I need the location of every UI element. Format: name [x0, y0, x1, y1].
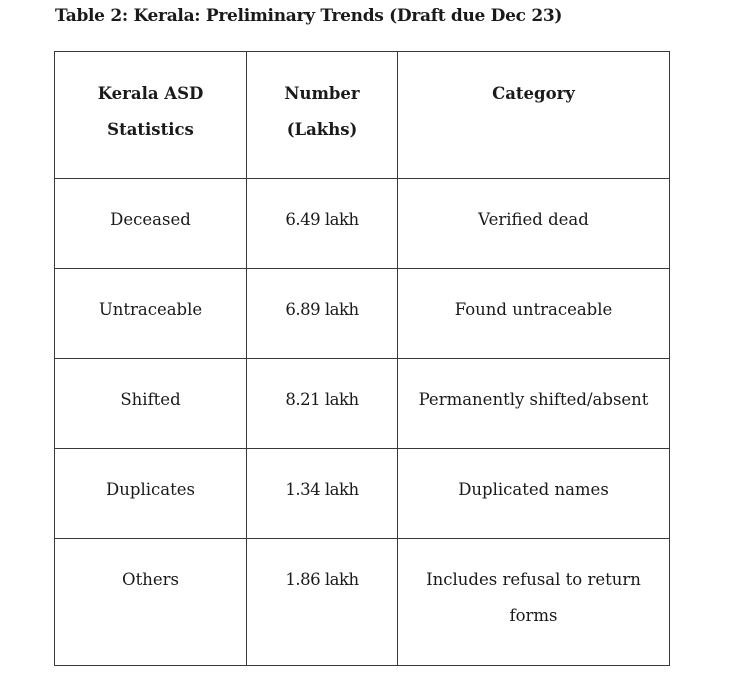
table-caption: Table 2: Kerala: Preliminary Trends (Draft due Dec 23): [55, 6, 563, 26]
table-row: [55, 179, 670, 269]
table-row: [55, 269, 670, 359]
column-header-category: Category: [398, 52, 670, 179]
stat-cell: Shifted: [55, 359, 247, 449]
number-cell: 6.89 lakh: [247, 269, 398, 359]
column-header-statistics: Kerala ASD Statistics: [55, 52, 247, 179]
category-cell: Verified dead: [398, 179, 670, 269]
category-cell: Permanently shifted/absent: [398, 359, 670, 449]
number-cell: 6.49 lakh: [247, 179, 398, 269]
stat-cell: Deceased: [55, 179, 247, 269]
number-cell: 8.21 lakh: [247, 359, 398, 449]
category-cell: Duplicated names: [398, 449, 670, 539]
table-row: [55, 449, 670, 539]
stat-cell: Duplicates: [55, 449, 247, 539]
stat-cell: Untraceable: [55, 269, 247, 359]
number-cell: 1.86 lakh: [247, 539, 398, 666]
table-row: [55, 539, 670, 666]
category-cell: Found untraceable: [398, 269, 670, 359]
category-cell: Includes refusal to return forms: [398, 539, 670, 666]
stat-cell: Others: [55, 539, 247, 666]
number-cell: 1.34 lakh: [247, 449, 398, 539]
table-header-row: [55, 52, 670, 179]
table-row: [55, 359, 670, 449]
column-header-number: Number (Lakhs): [247, 52, 398, 179]
kerala-asd-table: [54, 51, 670, 666]
